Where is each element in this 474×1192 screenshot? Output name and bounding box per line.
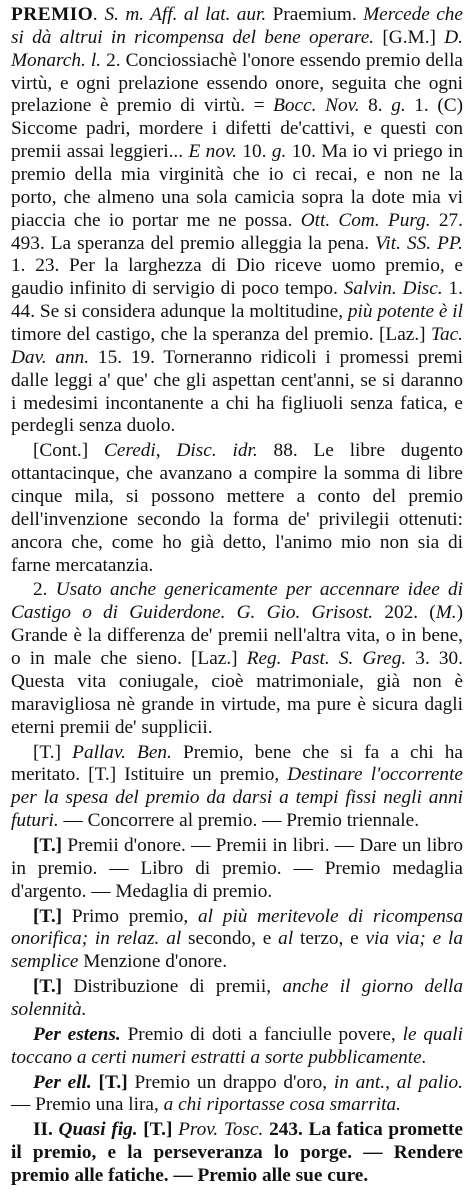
text-segment: M. — [435, 602, 457, 624]
text-segment: [T.] — [33, 834, 68, 856]
dictionary-entry-premio — [11, 4, 463, 1188]
text-segment: Bocc. Nov. — [273, 95, 369, 117]
text-segment: Mercede che si dà altrui in ricompensa del bene operare. — [11, 4, 463, 48]
text-segment: terzo, e — [299, 928, 366, 950]
text-segment: Premio di doti a fanciulle povere, — [127, 1023, 403, 1045]
text-segment: [T.] — [33, 741, 73, 763]
text-segment: D. Monarch. l. — [11, 26, 463, 71]
text-segment: 2. — [33, 579, 56, 601]
text-segment: ) Grande è la differenza de' premii nell'altra vita, o in bene, o in male che sieno. [Laz.] — [11, 602, 464, 670]
text-segment: al più meritevole di ricompensa onorifica; in relaz. — [11, 905, 463, 950]
entry-paragraph — [11, 1072, 463, 1118]
text-segment: Premio un drappo d'oro, — [134, 1071, 334, 1093]
text-segment: g. — [271, 141, 292, 163]
text-segment: a chi riportasse cosa smarrita. — [163, 1094, 401, 1116]
text-segment: Ceredi, Disc. idr. — [104, 440, 274, 462]
entry-paragraph — [11, 906, 463, 975]
entry-paragraph — [11, 976, 463, 1022]
text-segment: Premii d'onore. — Premii in libri. — Dare un libro in premio. — Libro di premio. — Premio medaglia d'argento. — Medaglia di premio. — [11, 834, 463, 902]
text-segment: Primo premio, — [71, 905, 198, 927]
text-segment: [T.] — [143, 1119, 179, 1141]
entry-paragraph — [11, 579, 463, 739]
text-segment: le quali toccano a certi numeri estratti a sorte pubblicamente. — [11, 1023, 463, 1068]
entry-paragraph — [11, 742, 463, 833]
text-segment: Pallav. Ben. — [72, 741, 184, 763]
text-segment: E nov. — [188, 141, 243, 163]
text-segment: Prov. Tosc. — [178, 1119, 270, 1141]
text-segment: Per ell. — [33, 1071, 99, 1093]
text-segment: 10. Ma io vi priego in premio della mia virginità che io ci recai, e non ne la porto, che almeno una sola camicia sopra la dote mia vi piaccia che io portar me ne possa. — [11, 141, 464, 231]
text-segment: Reg. Past. S. Greg. — [246, 648, 416, 670]
text-segment: Vit. SS. PP. — [375, 232, 464, 254]
text-segment: 1. (C) Siccome padri, mordere i difetti de'cattivi, e questi con premii assai leggieri... — [11, 95, 464, 163]
text-segment: in ant., al palio. — [333, 1071, 463, 1093]
text-segment: più potente è il — [347, 301, 463, 323]
text-segment: 1. 23. Per la larghezza di Dio riceve uomo premio, e gaudio infinito di servigio di poco tempo. — [11, 255, 463, 300]
entry-paragraph — [11, 835, 463, 904]
text-segment: 2. Conciossiachè l'onore essendo premio della virtù, e ogni prelazione essendo onore, seguita che ogni prelazione è premio di virtù. = — [11, 49, 463, 117]
text-segment: Praemium. — [272, 4, 364, 25]
text-segment: 243. La fatica promette il premio, e la perseveranza lo porge. — Rendere premio alle fatiche. — Premio alle sue cure. — [11, 1119, 463, 1186]
text-segment: 3. 30. Questa vita coniugale, cioè matrimoniale, già non è maravigliosa nè grande in virtude, ma pure è sicura dagli eterni premii de' supplicii. — [11, 648, 463, 738]
text-segment: — Concorrere al premio. — Premio triennale. — [63, 810, 420, 832]
text-segment: g. — [391, 95, 415, 117]
text-segment: II. — [33, 1119, 59, 1141]
text-segment: 1. 44. Se si considera adunque la moltitudine, — [11, 278, 463, 323]
text-segment: [Cont.] — [33, 440, 105, 462]
text-segment: timore del castigo, che la speranza del premio. [Laz.] — [11, 324, 432, 346]
text-segment: 15. 19. Torneranno ridicoli i promessi premi dalle leggi a' que' che gli aspettan cent'anni, se si daranno i medesimi incontanente a chi ha figliuoli senza fatica, e perdegli senza duolo. — [11, 346, 463, 437]
text-segment: Per estens. — [33, 1023, 128, 1045]
text-segment: Quasi fig. — [58, 1119, 144, 1141]
entry-paragraph — [11, 1024, 463, 1070]
text-segment: [G.M.] — [382, 26, 445, 48]
text-segment: [T.] — [33, 976, 74, 998]
text-segment: Distribuzione di premii, — [73, 976, 283, 998]
text-segment: Usato anche genericamente per accennare idee di Castigo o di Guiderdone. G. Gio. Grisost. — [11, 579, 463, 624]
text-segment: secondo, e — [188, 928, 279, 950]
text-segment: Destinare l'occorrente per la spesa del premio da darsi a tempi fissi negli anni futuri. — [11, 764, 463, 832]
text-segment: via via; e la semplice — [11, 928, 463, 973]
text-segment: Ott. Com. Purg. — [300, 209, 439, 231]
text-segment: Menzione d'onore. — [83, 951, 228, 973]
text-segment: 10. — [242, 141, 272, 163]
text-segment: 27. 493. La speranza del premio alleggia la pena. — [11, 209, 463, 254]
text-segment: PREMIO — [11, 4, 94, 25]
text-segment: al — [166, 928, 188, 950]
text-segment: . S. m. Aff. al lat. aur. — [93, 4, 273, 25]
entry-paragraph — [11, 440, 463, 577]
text-segment: 88. Le libre dugento ottantacinque, che avanzano a compire la somma di libre cinque mila, si possono mettere a conto del premio dell'invenzione secondo la forma de' privilegii ottenuti: ancora che, come ho già detto, l'animo mio non sia di farne mercatanzia. — [11, 440, 464, 576]
entry-paragraph — [11, 1119, 463, 1188]
text-segment: 202. ( — [384, 602, 436, 624]
text-segment: Premio, bene che si fa a chi ha meritato. [T.] Istituire un premio, — [11, 741, 463, 786]
text-segment: — Premio una lira, — [11, 1094, 164, 1116]
text-segment: 8. — [368, 95, 392, 117]
text-segment: Tac. Dav. ann. — [11, 324, 463, 368]
text-segment: anche il giorno della solennità. — [11, 976, 463, 1020]
text-segment: al — [278, 928, 300, 950]
text-segment: [T.] — [98, 1071, 135, 1093]
entry-paragraph — [11, 4, 463, 438]
text-segment: Salvin. Disc. — [343, 278, 449, 300]
text-segment: [T.] — [33, 905, 72, 927]
